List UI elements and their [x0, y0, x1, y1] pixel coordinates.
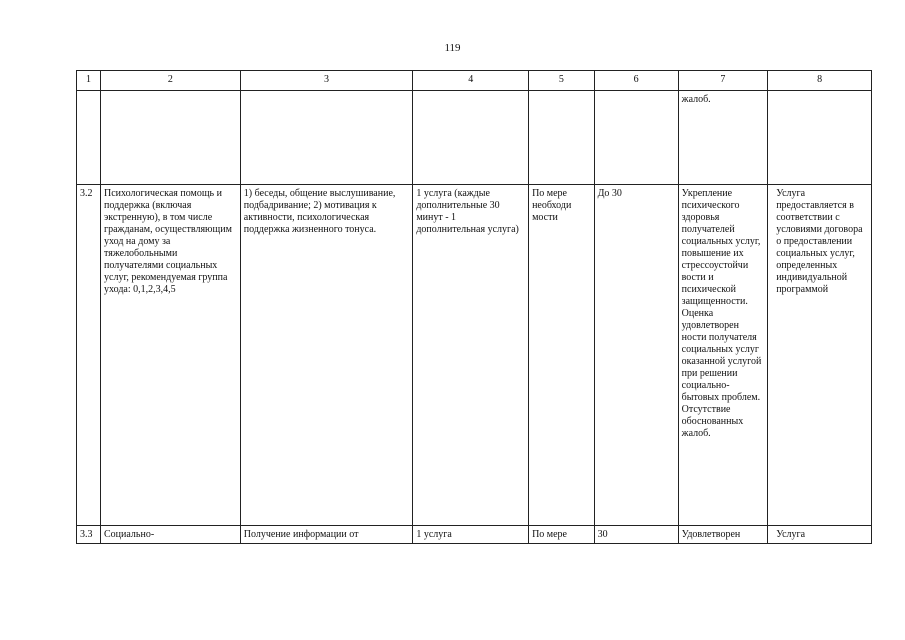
cell-service-name: Психологическая помощь и поддержка (включая экстренную), в том числе гражданам, осуществляющим уход на дому за тяжелобольными получателями социальных услуг, рекомендуемая группа ухода: 0,1,2,3,4,5 [101, 185, 241, 526]
cell-volume: 1 услуга [413, 526, 529, 544]
cell-quality: Укрепление психического здоровья получателей социальных услуг, повышение их стрессоустойчи вости и психической защищенности. Оценка удовлетворен ности получателя социальных услуг оказанной услугой при решении социально-бытовых проблем. Отсутствие обоснованных жалоб. [678, 185, 768, 526]
cell-quality: жалоб. [678, 91, 768, 185]
cell-conditions [768, 91, 872, 185]
cell-frequency: По мере [529, 526, 595, 544]
column-header: 7 [678, 71, 768, 91]
column-header: 4 [413, 71, 529, 91]
cell-frequency [529, 91, 595, 185]
cell-number [77, 91, 101, 185]
cell-description: Получение информации от [240, 526, 413, 544]
cell-description [240, 91, 413, 185]
services-table [76, 70, 872, 544]
cell-conditions: Услуга предоставляется в соответствии с условиями договора о предоставлении социальных услуг, определенных индивидуальной программой [768, 185, 872, 526]
column-header: 5 [529, 71, 595, 91]
column-header: 6 [594, 71, 678, 91]
table-row [77, 185, 872, 526]
cell-frequency: По мере необходи мости [529, 185, 595, 526]
column-header: 8 [768, 71, 872, 91]
column-header: 2 [101, 71, 241, 91]
cell-service-name [101, 91, 241, 185]
cell-service-name: Социально- [101, 526, 241, 544]
column-header: 3 [240, 71, 413, 91]
cell-quality: Удовлетворен [678, 526, 768, 544]
cell-duration: До 30 [594, 185, 678, 526]
cell-conditions: Услуга [768, 526, 872, 544]
cell-description: 1) беседы, общение выслушивание, подбадривание; 2) мотивация к активности, психологическая поддержка жизненного тонуса. [240, 185, 413, 526]
cell-duration: 30 [594, 526, 678, 544]
cell-volume: 1 услуга (каждые дополнительные 30 минут - 1 дополнительная услуга) [413, 185, 529, 526]
table-row [77, 526, 872, 544]
table-row [77, 91, 872, 185]
cell-number: 3.3 [77, 526, 101, 544]
column-header: 1 [77, 71, 101, 91]
cell-duration [594, 91, 678, 185]
page-number: 119 [444, 42, 461, 54]
table-header-row [77, 71, 872, 91]
cell-volume [413, 91, 529, 185]
cell-number: 3.2 [77, 185, 101, 526]
